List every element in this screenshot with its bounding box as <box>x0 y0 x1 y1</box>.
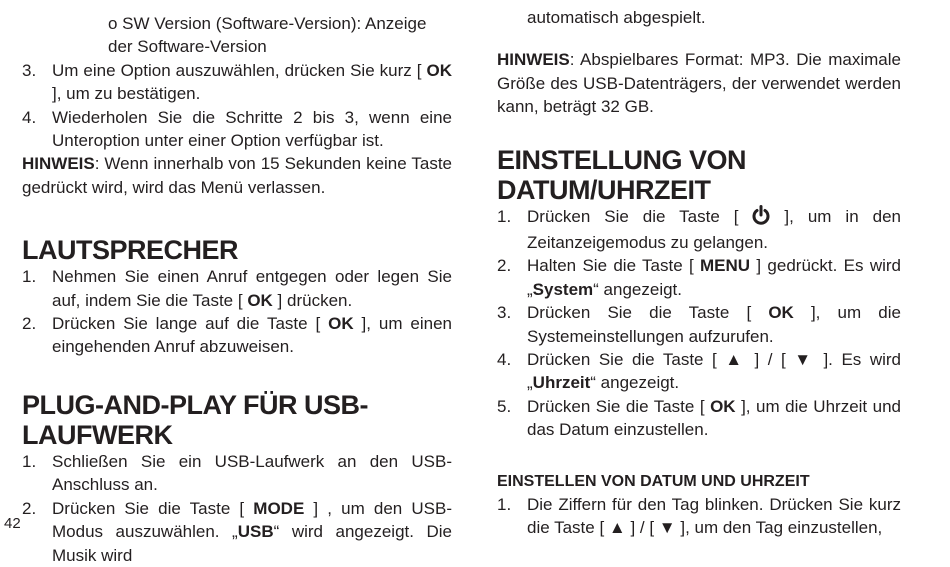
ok-key-label: OK <box>247 290 273 310</box>
sub-item-sw-version: o SW Version (Software-Version): Anzeige der Software-Version <box>108 14 427 57</box>
list-number: 2. <box>22 314 37 334</box>
list-item <box>22 450 452 497</box>
ok-key-label: OK <box>328 314 354 334</box>
list-number: 1. <box>497 206 512 226</box>
item-text: ] drücken. <box>277 290 353 310</box>
item-text: Schließen Sie ein USB-Laufwerk an den USB-Anschluss an. <box>52 451 452 495</box>
item-text: ], um einen eingehenden Anruf abzuweisen. <box>52 314 452 357</box>
item-text: “ angezeigt. <box>590 373 680 393</box>
list-item <box>22 312 452 359</box>
usb-display-label: USB <box>237 522 274 542</box>
note-paragraph <box>497 48 901 118</box>
list-number: 5. <box>497 396 512 416</box>
list-number: 4. <box>497 350 512 370</box>
list-number: 1. <box>497 494 512 514</box>
item-text: Drücken Sie die Taste [ <box>527 396 705 416</box>
list-number: 1. <box>22 267 37 287</box>
item-text: “ angezeigt. <box>593 279 682 299</box>
note-text: : Abspielbares Format: MP3. Die maximale Größe des USB-Datenträgers, der verwendet werden kann, beträgt 32 GB. <box>497 50 901 117</box>
item-text: Drücken Sie die Taste [ <box>52 498 245 518</box>
list-item <box>22 59 452 106</box>
item-text: Drücken Sie die Taste [ ▲ ] / [ ▼ ]. Es wird „ <box>527 350 901 393</box>
ok-key-label: OK <box>768 303 794 323</box>
list-item <box>497 254 901 301</box>
list-item <box>497 348 901 395</box>
list-item <box>22 106 452 153</box>
list-item <box>497 301 901 348</box>
item-text: Drücken Sie die Taste [ <box>527 206 739 226</box>
item-text: Die Ziffern für den Tag blinken. Drücken Sie kurz die Taste [ ▲ ] / [ ▼ ], um den Tag einzustellen, <box>527 494 901 538</box>
power-icon <box>752 205 770 231</box>
item-text: Wiederholen Sie die Schritte 2 bis 3, wenn eine Unteroption unter einer Option verfügbar ist. <box>52 107 452 151</box>
item-text: “ wird angezeigt. Die Musik wird <box>52 522 453 565</box>
menu-key-label: MENU <box>700 256 751 276</box>
item-text: Drücken Sie die Taste [ <box>527 303 752 323</box>
item-text: ], um die Uhrzeit und das Datum einzustellen. <box>527 396 901 440</box>
section-heading-datetime: EINSTELLUNG VON DATUM/UHRZEIT <box>497 144 747 205</box>
subsection-heading-setting: EINSTELLEN VON DATUM UND UHRZEIT <box>497 472 810 490</box>
note-label: HINWEIS <box>497 50 570 70</box>
list-number: 1. <box>22 451 37 471</box>
list-number: 2. <box>22 498 37 518</box>
continued-text: automatisch abgespielt. <box>527 8 706 27</box>
item-text: ] gedrückt. Es wird „ <box>527 256 901 299</box>
left-column <box>22 0 452 567</box>
page-number: 42 <box>4 515 21 532</box>
right-column <box>497 0 901 540</box>
list-item <box>22 497 452 567</box>
section-heading-usb: PLUG-AND-PLAY FÜR USB-LAUFWERK <box>22 389 369 450</box>
item-text: ], um zu bestätigen. <box>52 84 201 104</box>
ok-key-label: OK <box>426 60 452 80</box>
item-text: Um eine Option auszuwählen, drücken Sie kurz [ <box>52 60 422 80</box>
uhrzeit-display-label: Uhrzeit <box>532 373 591 393</box>
mode-key-label: MODE <box>253 498 305 518</box>
list-item <box>22 265 452 312</box>
section-heading-lautsprecher: LAUTSPRECHER <box>22 235 239 266</box>
system-display-label: System <box>532 279 594 299</box>
list-item <box>497 493 901 540</box>
list-item <box>497 395 901 442</box>
item-text: ] , um den USB-Modus auszuwählen. „ <box>52 498 452 542</box>
list-number: 3. <box>22 60 37 80</box>
item-text: ], um in den Zeitanzeigemodus zu gelangen. <box>527 206 901 253</box>
item-text: Drücken Sie lange auf die Taste [ <box>52 314 321 334</box>
list-number: 4. <box>22 107 37 127</box>
list-item <box>497 205 901 255</box>
note-text: : Wenn innerhalb von 15 Sekunden keine Taste gedrückt wird, wird das Menü verlassen. <box>22 154 452 197</box>
list-number: 2. <box>497 256 512 276</box>
list-number: 3. <box>497 303 512 323</box>
note-label: HINWEIS <box>22 154 95 174</box>
note-paragraph <box>22 152 452 199</box>
item-text: Halten Sie die Taste [ <box>527 256 694 276</box>
item-text: ], um die Systemeinstellungen aufzurufen. <box>527 303 901 346</box>
item-text: Nehmen Sie einen Anruf entgegen oder legen Sie auf, indem Sie die Taste [ <box>52 267 452 310</box>
ok-key-label: OK <box>710 396 736 416</box>
